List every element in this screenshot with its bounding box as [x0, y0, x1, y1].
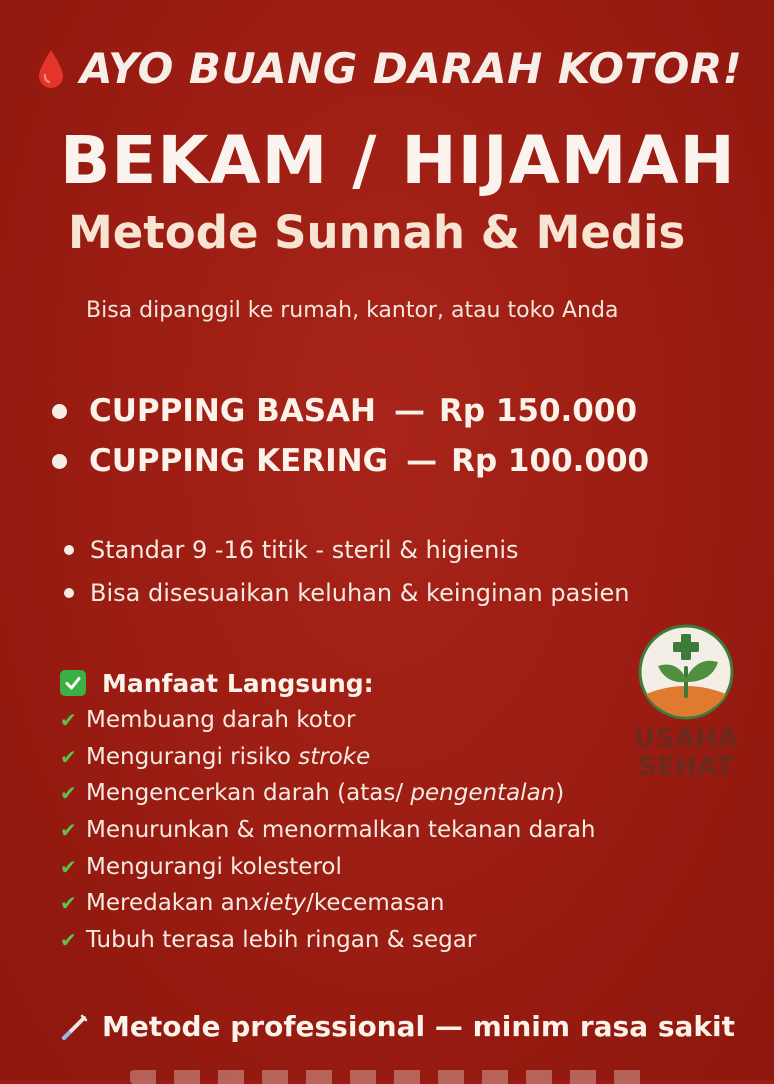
- checkmark-icon: ✔: [60, 818, 77, 843]
- benefit-text: Menurunkan & menormalkan tekanan darah: [86, 817, 596, 844]
- benefit-text: Mengurangi risiko: [86, 743, 299, 770]
- benefit-text: Mengencerkan darah (atas/: [86, 780, 411, 807]
- benefit-item: [60, 775, 596, 812]
- price-separator: —: [393, 393, 425, 429]
- detail-item: [64, 571, 629, 614]
- benefit-item: [60, 702, 596, 739]
- headline-text: AYO BUANG DARAH KOTOR!: [80, 44, 743, 93]
- service-name: CUPPING BASAH: [89, 393, 376, 429]
- leaf-plus-icon: [618, 622, 754, 722]
- service-price: Rp 150.000: [438, 393, 638, 429]
- benefit-text: Meredakan an: [86, 890, 250, 917]
- page-title: BEKAM / HIJAMAH: [60, 122, 736, 199]
- price-list: [52, 386, 649, 486]
- detail-item: [64, 528, 629, 571]
- benefit-text-after: ): [555, 780, 565, 807]
- benefit-italic-text: xiety: [249, 890, 307, 917]
- blood-drop-icon: [36, 48, 66, 90]
- service-price: Rp 100.000: [451, 443, 650, 479]
- tagline: Bisa dipanggil ke rumah, kantor, atau toko Anda: [86, 298, 619, 323]
- logo-text-line2: SEHAT: [637, 752, 735, 782]
- benefit-italic-text: stroke: [298, 743, 371, 770]
- benefit-item: [60, 848, 596, 885]
- benefit-text: Membuang darah kotor: [86, 707, 356, 734]
- checkmark-icon: ✔: [60, 781, 77, 806]
- footer-text: Metode professional — minim rasa sakit: [102, 1010, 736, 1043]
- footer-line: [60, 1010, 735, 1043]
- benefit-item: [60, 922, 596, 959]
- price-separator: —: [406, 443, 438, 479]
- benefits-heading-text: Manfaat Langsung:: [102, 668, 374, 698]
- bullet-icon: [52, 454, 67, 469]
- benefit-item: [60, 885, 596, 922]
- headline: [36, 44, 742, 93]
- detail-text: Bisa disesuaikan keluhan & keinginan pasien: [90, 578, 630, 607]
- price-item-cupping-kering: [52, 436, 649, 486]
- price-item-cupping-basah: [52, 386, 649, 436]
- syringe-icon: [60, 1012, 90, 1042]
- benefit-item: [60, 812, 596, 849]
- usaha-sehat-logo: [618, 622, 754, 782]
- benefit-item: [60, 739, 596, 776]
- bullet-icon: [52, 404, 67, 419]
- checkmark-icon: ✔: [60, 744, 77, 769]
- benefit-text: Mengurangi kolesterol: [86, 853, 342, 880]
- checkmark-icon: ✔: [60, 708, 77, 733]
- check-box-icon: [60, 670, 86, 696]
- benefits-section: [60, 664, 596, 958]
- bullet-icon: [64, 588, 74, 598]
- benefit-text-after: /kecemasan: [306, 890, 445, 917]
- detail-list: [64, 528, 629, 614]
- page-subtitle: Metode Sunnah & Medis: [68, 206, 686, 259]
- footer-cut-off-text: [130, 1070, 650, 1084]
- benefits-heading: [60, 664, 596, 702]
- logo-text-line1: USAHA: [633, 724, 739, 754]
- benefit-text: Tubuh terasa lebih ringan & segar: [86, 926, 477, 953]
- detail-text: Standar 9 -16 titik - steril & higienis: [90, 535, 519, 564]
- checkmark-icon: ✔: [60, 854, 77, 879]
- bullet-icon: [64, 545, 74, 555]
- checkmark-icon: ✔: [60, 891, 77, 916]
- checkmark-icon: ✔: [60, 927, 77, 952]
- service-name: CUPPING KERING: [89, 443, 389, 479]
- benefit-italic-text: pengentalan: [410, 780, 556, 807]
